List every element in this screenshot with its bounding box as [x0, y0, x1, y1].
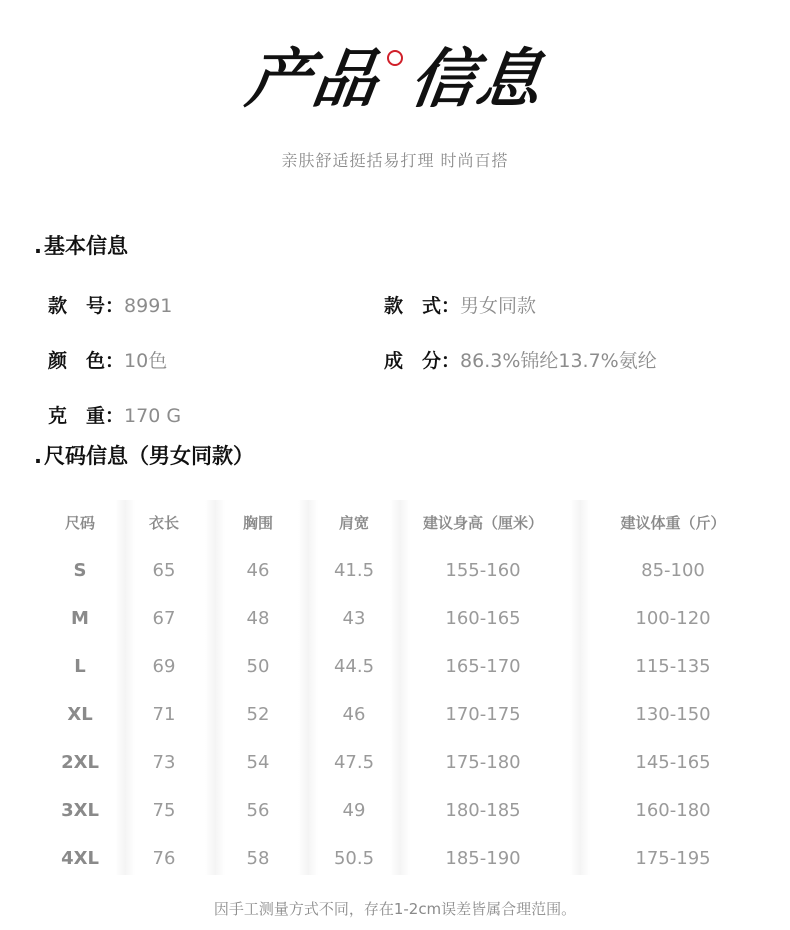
table-cell-weight: 130-150 [635, 704, 711, 725]
info-value: 10色 [124, 350, 168, 372]
table-header-shoulder: 肩宽 [338, 514, 370, 532]
table-cell-length: 73 [152, 752, 176, 773]
table-cell-height: 160-165 [445, 608, 521, 629]
page-title [0, 40, 790, 120]
info-value: 男女同款 [460, 295, 537, 317]
table-cell-shoulder: 46 [342, 704, 366, 725]
table-cell-height: 175-180 [445, 752, 521, 773]
table-cell-size: 4XL [61, 848, 99, 869]
table-cell-height: 155-160 [445, 560, 521, 581]
table-cell-length: 69 [152, 656, 176, 677]
column-divider [115, 500, 135, 875]
subtitle: 亲肤舒适挺括易打理 时尚百搭 [281, 151, 509, 170]
column-divider [205, 500, 225, 875]
table-cell-chest: 46 [246, 560, 270, 581]
table-cell-height: 170-175 [445, 704, 521, 725]
section-basic-info [34, 230, 128, 260]
table-header-height: 建议身高（厘米） [422, 514, 544, 532]
table-header-chest: 胸围 [242, 514, 274, 532]
table-cell-shoulder: 44.5 [333, 656, 375, 677]
info-label: 颜 色： [48, 350, 125, 372]
table-cell-height: 180-185 [445, 800, 521, 821]
title-left: 产品 [241, 42, 385, 117]
table-cell-shoulder: 49 [342, 800, 366, 821]
table-cell-size: L [74, 656, 86, 677]
column-divider [298, 500, 318, 875]
section-size-info-label: 尺码信息（男女同款） [43, 444, 254, 468]
table-cell-shoulder: 47.5 [333, 752, 375, 773]
table-cell-length: 75 [152, 800, 176, 821]
table-cell-length: 76 [152, 848, 176, 869]
info-style-number [48, 291, 172, 318]
table-header-length: 衣长 [148, 514, 180, 532]
table-cell-weight: 85-100 [641, 560, 705, 581]
bullet-dot-icon: . [34, 444, 42, 468]
table-cell-length: 65 [152, 560, 176, 581]
table-cell-height: 185-190 [445, 848, 521, 869]
title-right: 信息 [405, 42, 549, 117]
table-cell-size: S [73, 560, 87, 581]
table-cell-chest: 54 [246, 752, 270, 773]
table-cell-length: 67 [152, 608, 176, 629]
table-cell-chest: 58 [246, 848, 270, 869]
table-header-size: 尺码 [64, 514, 96, 532]
bullet-dot-icon: . [34, 234, 42, 258]
info-label: 克 重： [48, 405, 125, 427]
info-weight [48, 401, 181, 428]
info-value: 86.3%锦纶13.7%氨纶 [460, 350, 657, 372]
column-divider [390, 500, 410, 875]
info-label: 款 号： [48, 295, 125, 317]
table-cell-chest: 50 [246, 656, 270, 677]
table-header-weight: 建议体重（斤） [620, 514, 726, 532]
info-material [384, 346, 657, 373]
table-cell-weight: 100-120 [635, 608, 711, 629]
table-cell-length: 71 [152, 704, 176, 725]
table-cell-weight: 160-180 [635, 800, 711, 821]
info-value: 8991 [124, 295, 173, 317]
info-label: 成 分： [384, 350, 461, 372]
table-cell-shoulder: 50.5 [333, 848, 375, 869]
table-cell-weight: 175-195 [635, 848, 711, 869]
table-cell-weight: 145-165 [635, 752, 711, 773]
table-cell-size: 2XL [61, 752, 99, 773]
table-cell-chest: 52 [246, 704, 270, 725]
info-value: 170 G [124, 405, 182, 427]
info-label: 款 式： [384, 295, 461, 317]
table-cell-size: 3XL [61, 800, 99, 821]
column-divider [570, 500, 590, 875]
table-cell-size: XL [67, 704, 93, 725]
table-cell-shoulder: 43 [342, 608, 366, 629]
table-cell-chest: 48 [246, 608, 270, 629]
table-cell-chest: 56 [246, 800, 270, 821]
table-cell-size: M [71, 608, 89, 629]
size-table [40, 500, 780, 875]
info-color [48, 346, 167, 373]
section-size-info [34, 440, 254, 470]
title-circle-icon [387, 50, 403, 66]
measurement-note: 因手工测量方式不同，存在1-2cm误差皆属合理范围。 [213, 900, 577, 918]
table-cell-shoulder: 41.5 [333, 560, 375, 581]
table-cell-height: 165-170 [445, 656, 521, 677]
table-cell-weight: 115-135 [635, 656, 711, 677]
info-style-type [384, 291, 536, 318]
section-basic-info-label: 基本信息 [43, 234, 128, 258]
